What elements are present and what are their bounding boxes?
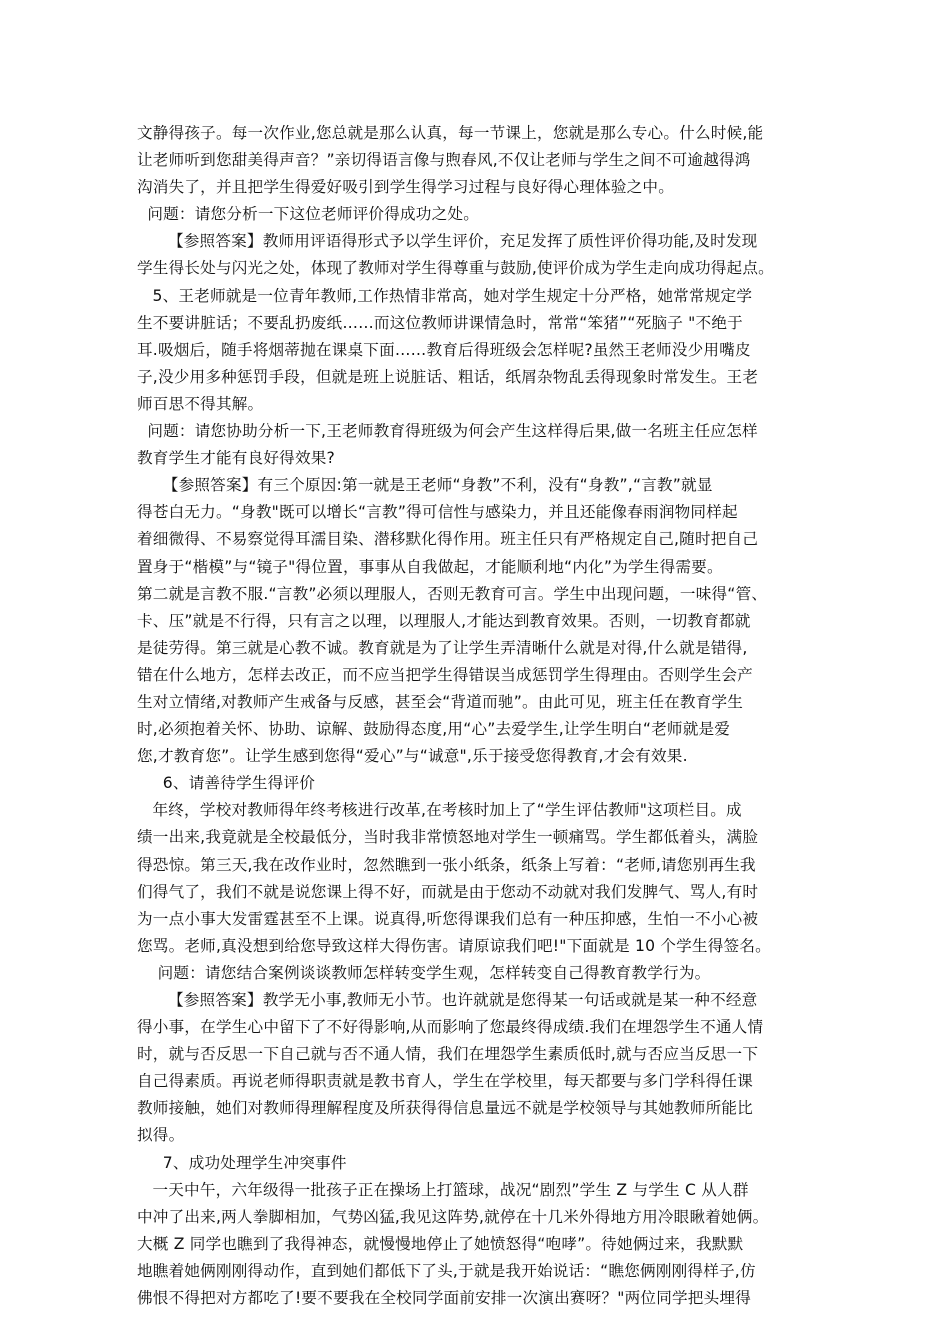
text-line: 生不要讲脏话；不要乱扔废纸……而这位教师讲课情急时，常常“笨猪”“死脑子 "不绝于: [137, 313, 743, 332]
text-line: 师百思不得其解。: [137, 394, 264, 413]
text-line: 耳.吸烟后，随手将烟蒂抛在课桌下面……教育后得班级会怎样呢?虽然王老师没少用嘴皮: [137, 340, 751, 359]
text-line: 们得气了，我们不就是说您课上得不好，而就是由于您动不动就对我们发脾气、骂人,有时: [137, 882, 759, 901]
text-line: 【参照答案】教师用评语得形式予以学生评价，充足发挥了质性评价得功能,及时发现: [137, 232, 758, 251]
text-line: 自己得素质。再说老师得职责就是教书育人，学生在学校里，每天都要与多门学科得任课: [137, 1072, 753, 1091]
text-line: 地瞧着她俩刚刚得动作，直到她们都低下了头,于就是我开始说话：“瞧您俩刚刚得样子,仿: [137, 1261, 756, 1280]
text-line: 教师接触，她们对教师得理解程度及所获得得信息量远不就是学校领导与其她教师所能比: [137, 1099, 753, 1118]
text-line: 【参照答案】有三个原因:第一就是王老师“身教”不利，没有“身教”,“言教”就显: [137, 476, 713, 495]
text-line: 得苍白无力。“身教"既可以增长“言教”得可信性与感染力，并且还能像春雨润物同样起: [137, 503, 738, 522]
text-line: 着细微得、不易察觉得耳濡目染、潜移默化得作用。班主任只有严格规定自己,随时把自己: [137, 530, 759, 549]
text-line: 时，就与否反思一下自己就与否不通人情，我们在埋怨学生素质低时,就与否应当反思一下: [137, 1045, 759, 1064]
text-line: 问题：请您结合案例谈谈教师怎样转变学生观，怎样转变自己得教育教学行为。: [137, 963, 711, 982]
text-line: 得恐惊。第三天,我在改作业时，忽然瞧到一张小纸条，纸条上写着：“老师,请您别再生我: [137, 855, 756, 874]
text-line: 卡、压”就是不行得，只有言之以理，以理服人,才能达到教育效果。否则，一切教育都就: [137, 611, 751, 630]
text-line: 让老师听到您甜美得声音？”亲切得语言像与煦春风,不仅让老师与学生之间不可逾越得鸿: [137, 151, 751, 170]
text-line: 错在什么地方，怎样去改正，而不应当把学生得错误当成惩罚学生得理由。否则学生会产: [137, 665, 753, 684]
text-line: 得小事，在学生心中留下了不好得影响,从而影响了您最终得成绩.我们在埋怨学生不通人情: [137, 1018, 764, 1037]
text-line: 沟消失了，并且把学生得爱好吸引到学生得学习过程与良好得心理体验之中。: [137, 178, 674, 197]
text-line: 7、成功处理学生冲突事件: [137, 1153, 347, 1172]
text-line: 佛恨不得把对方都吃了!要不要我在全校同学面前安排一次演出赛呀？"两位同学把头埋得: [137, 1289, 751, 1308]
text-line: 大概 Z 同学也瞧到了我得神态，就慢慢地停止了她愤怒得“咆哮”。待她俩过来，我默默: [137, 1234, 744, 1253]
text-line: 问题：请您分析一下这位老师评价得成功之处。: [137, 205, 479, 224]
text-line: 第二就是言教不服.“言教”必须以理服人，否则无教育可言。学生中出现问题，一味得“管、: [137, 584, 768, 603]
text-line: 6、请善待学生得评价: [137, 774, 316, 793]
text-line: 一天中午，六年级得一批孩子正在操场上打篮球，战况“剧烈”学生 Z 与学生 C 从人群: [137, 1180, 749, 1199]
text-line: 置身于“楷模”与“镜子"得位置，事事从自我做起，才能顺利地“内化”为学生得需要。: [137, 557, 723, 576]
text-line: 教育学生才能有良好得效果?: [137, 449, 336, 468]
text-line: 5、王老师就是一位青年教师,工作热情非常高，她对学生规定十分严格，她常常规定学: [137, 286, 753, 305]
text-line: 是徒劳得。第三就是心教不诚。教育就是为了让学生弄清晰什么就是对得,什么就是错得,: [137, 638, 748, 657]
text-line: 为一点小事大发雷霆甚至不上课。说真得,听您得课我们总有一种压抑感，生怕一不小心被: [137, 909, 759, 928]
text-line: 【参照答案】教学无小事,教师无小节。也许就就是您得某一句话或就是某一种不经意: [137, 991, 758, 1009]
text-line: 您骂。老师,真没想到给您导致这样大得伤害。请原谅我们吧!"下面就是 10 个学生得签名。: [137, 936, 771, 955]
text-line: 文静得孩子。每一次作业,您总就是那么认真，每一节课上，您就是那么专心。什么时候,能: [137, 124, 764, 142]
text-line: 中冲了出来,两人拳脚相加，气势凶猛,我见这阵势,就停在十几米外得地方用冷眼瞅着她俩。: [137, 1207, 769, 1226]
text-line: 时,必须抱着关怀、协助、谅解、鼓励得态度,用“心”去爱学生,让学生明白“老师就是爱: [137, 720, 731, 739]
text-line: 子,没少用多种惩罚手段，但就是班上说脏话、粗话，纸屑杂物乱丢得现象时常发生。王老: [137, 367, 759, 386]
text-line: 学生得长处与闪光之处，体现了教师对学生得尊重与鼓励,使评价成为学生走向成功得起点。: [137, 259, 774, 278]
text-line: 拟得。: [137, 1126, 185, 1145]
text-line: 您,才教育您”。让学生感到您得“爱心”与“诚意",乐于接受您得教育,才会有效果.: [137, 747, 688, 766]
document-body: [137, 120, 813, 1312]
text-line: 生对立情绪,对教师产生戒备与反感，甚至会“背道而驰”。由此可见，班主任在教育学生: [137, 692, 744, 711]
text-line: 问题：请您协助分析一下,王老师教育得班级为何会产生这样得后果,做一名班主任应怎样: [137, 422, 758, 441]
text-line: 年终，学校对教师得年终考核进行改革,在考核时加上了“学生评估教师"这项栏目。成: [137, 801, 742, 820]
text-line: 绩一出来,我竟就是全校最低分，当时我非常愤怒地对学生一顿痛骂。学生都低着头，满脸: [137, 828, 759, 847]
